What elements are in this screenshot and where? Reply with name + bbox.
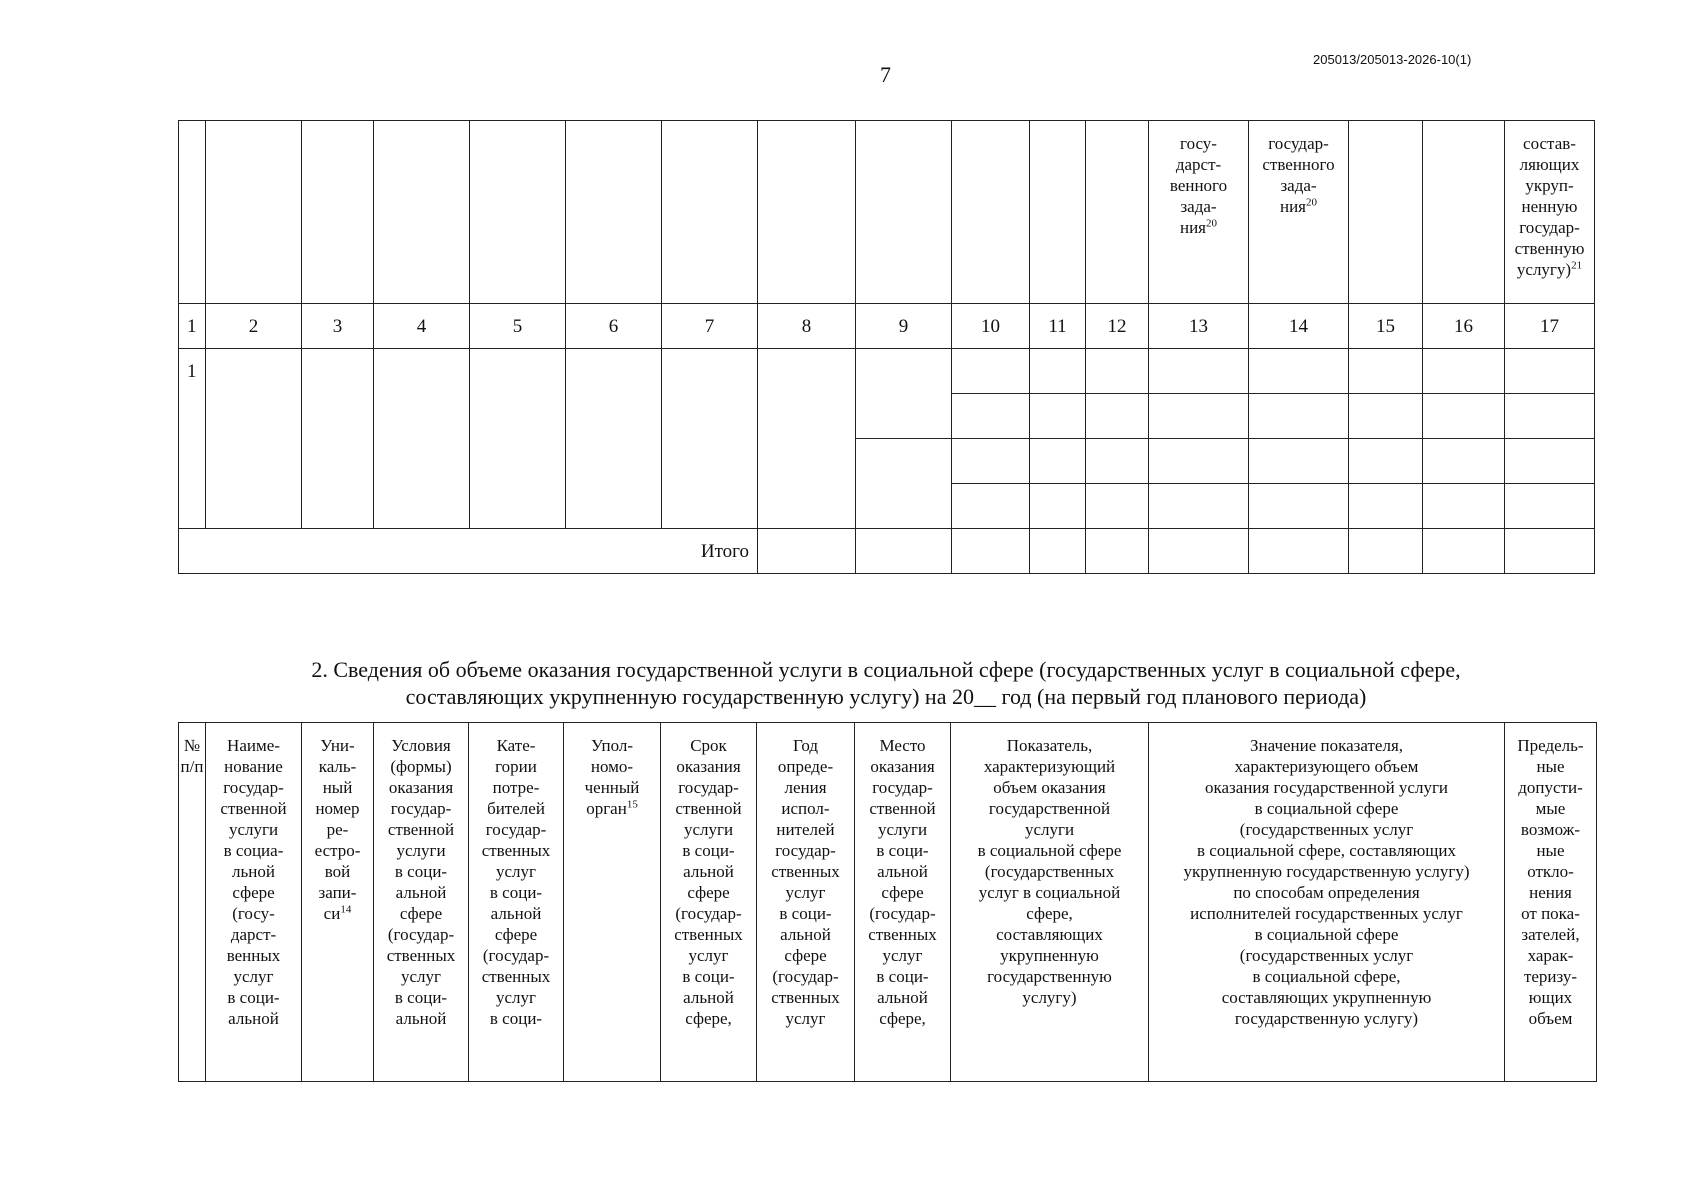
table-cell [1423, 484, 1505, 529]
table-cell [1030, 484, 1086, 529]
header-cell-11 [1030, 121, 1086, 304]
column-number: 17 [1505, 304, 1595, 349]
table-cell [1349, 349, 1423, 394]
table-cell [952, 529, 1030, 574]
table-cell [1249, 394, 1349, 439]
column-number: 13 [1149, 304, 1249, 349]
table-cell [856, 529, 952, 574]
col-header-place: Место оказания государ- ственной услуги в соци- альной сфере (государ- ственных услуг в соци- альной сфере, [855, 723, 951, 1082]
document-code: 205013/205013-2026-10(1) [1313, 52, 1472, 67]
table-cell [302, 349, 374, 529]
column-number: 9 [856, 304, 952, 349]
column-number: 10 [952, 304, 1030, 349]
col-header-indicator-value: Значение показателя, характеризующего объем оказания государственной услуги в социальной сфере (государственных услуг в социальной сфере, составляющих укрупненную государственную услугу) по способам определения исполнителей государственных услуг в социальной сфере (государственных услуг в социальной сфере, составляющих укрупненную государственную услугу) [1149, 723, 1505, 1082]
col-header-service-term: Срок оказания государ- ственной услуги в соци- альной сфере (государ- ственных услуг в соци- альной сфере, [661, 723, 757, 1082]
total-row [179, 529, 1595, 574]
table-cell [952, 439, 1030, 484]
col-header-number: № п/п [179, 723, 206, 1082]
column-number: 15 [1349, 304, 1423, 349]
col-header-service-name: Наиме- нование государ- ственной услуги в социа- льной сфере (госу- дарст- венных услуг в соци- альной [206, 723, 302, 1082]
column-number: 12 [1086, 304, 1149, 349]
table-cell [1505, 394, 1595, 439]
table-cell [758, 529, 856, 574]
header-cell-5 [470, 121, 566, 304]
table-cell [1086, 394, 1149, 439]
table-cell [1423, 349, 1505, 394]
header-cell-17: состав- ляющих укруп- ненную государ- ственную услугу)$^{21}$ [1505, 121, 1595, 304]
col-header-authorized-body: Упол- номо- ченный орган$^{15}$ [564, 723, 661, 1082]
table-cell [1086, 484, 1149, 529]
table-cell [952, 394, 1030, 439]
table-cell [1349, 439, 1423, 484]
table-cell [206, 349, 302, 529]
table-cell [952, 349, 1030, 394]
table-cell [1349, 484, 1423, 529]
table-cell [1505, 439, 1595, 484]
table-cell [1149, 484, 1249, 529]
page-number: 7 [880, 62, 891, 87]
column-number: 3 [302, 304, 374, 349]
table-cell [1249, 439, 1349, 484]
table-row [179, 349, 1595, 394]
column-number: 1 [179, 304, 206, 349]
column-number: 11 [1030, 304, 1086, 349]
header-cell-16 [1423, 121, 1505, 304]
column-number: 6 [566, 304, 662, 349]
column-number: 14 [1249, 304, 1349, 349]
services-table-continuation [178, 120, 1595, 574]
table-cell [1423, 394, 1505, 439]
table-cell [1030, 529, 1086, 574]
table-cell [374, 349, 470, 529]
col-header-indicator: Показатель, характеризующий объем оказания государственной услуги в социальной сфере (государственных услуг в социальной сфере, составляющих укрупненную государственную услугу) [951, 723, 1149, 1082]
header-cell-15 [1349, 121, 1423, 304]
table-cell [1505, 349, 1595, 394]
col-header-conditions: Условия (формы) оказания государ- ственной услуги в соци- альной сфере (государ- ственных услуг в соци- альной [374, 723, 469, 1082]
table-cell [1030, 394, 1086, 439]
col-header-consumer-categories: Кате- гории потре- бителей государ- ственных услуг в соци- альной сфере (государ- ственных услуг в соци- [469, 723, 564, 1082]
table-cell [1249, 484, 1349, 529]
header-cell-13: госу- дарст- венного зада- ния$^{20}$ [1149, 121, 1249, 304]
header-cell-4 [374, 121, 470, 304]
header-cell-6 [566, 121, 662, 304]
table-cell [1505, 484, 1595, 529]
column-number: 8 [758, 304, 856, 349]
table-cell [1086, 439, 1149, 484]
table-cell [1249, 529, 1349, 574]
table-cell [1030, 439, 1086, 484]
column-number: 7 [662, 304, 758, 349]
service-volume-table [178, 722, 1597, 1082]
table-cell [758, 349, 856, 529]
row-number: 1 [179, 349, 206, 529]
table-cell [1030, 349, 1086, 394]
table-cell [1505, 529, 1595, 574]
header-cell-10 [952, 121, 1030, 304]
header-cell-9 [856, 121, 952, 304]
table-cell [1349, 529, 1423, 574]
section-2-title [178, 656, 1594, 710]
table-cell [856, 349, 952, 439]
header-cell-2 [206, 121, 302, 304]
column-number: 16 [1423, 304, 1505, 349]
col-header-registry-number: Уни- каль- ный номер ре- естро- вой запи- $си^{14}$ [302, 723, 374, 1082]
header-cell-12 [1086, 121, 1149, 304]
header-cell-8 [758, 121, 856, 304]
table-cell [1149, 529, 1249, 574]
table-cell [856, 439, 952, 529]
table-cell [470, 349, 566, 529]
table-cell [1423, 439, 1505, 484]
table-cell [1086, 349, 1149, 394]
header-row [179, 723, 1597, 1082]
header-row [179, 121, 1595, 304]
column-numbers-row [179, 304, 1595, 349]
table-cell [1149, 394, 1249, 439]
column-number: 4 [374, 304, 470, 349]
column-number: 5 [470, 304, 566, 349]
col-header-year: Год опреде- ления испол- нителей государ- ственных услуг в соци- альной сфере (государ- ственных услуг [757, 723, 855, 1082]
table-cell [662, 349, 758, 529]
table-cell [1349, 394, 1423, 439]
header-cell-1 [179, 121, 206, 304]
table-cell [566, 349, 662, 529]
column-number: 2 [206, 304, 302, 349]
section-2-title-line-2: составляющих укрупненную государственную услугу) на 20__ год (на первый год планового периода) [405, 684, 1367, 709]
header-cell-14: государ- ственного зада- ния$^{20}$ [1249, 121, 1349, 304]
col-header-deviations: Предель- ные допусти- мые возмож- ные откло- нения от пока- зателей, харак- теризу- ющих объем [1505, 723, 1597, 1082]
header-cell-7 [662, 121, 758, 304]
table-cell [1423, 529, 1505, 574]
section-2-title-line-1: 2. Сведения об объеме оказания государственной услуги в социальной сфере (государственных услуг в социальной сфере, [311, 657, 1461, 682]
total-label: Итого [179, 529, 758, 574]
table-cell [1086, 529, 1149, 574]
table-cell [952, 484, 1030, 529]
table-cell [1249, 349, 1349, 394]
table-cell [1149, 349, 1249, 394]
header-cell-3 [302, 121, 374, 304]
table-cell [1149, 439, 1249, 484]
